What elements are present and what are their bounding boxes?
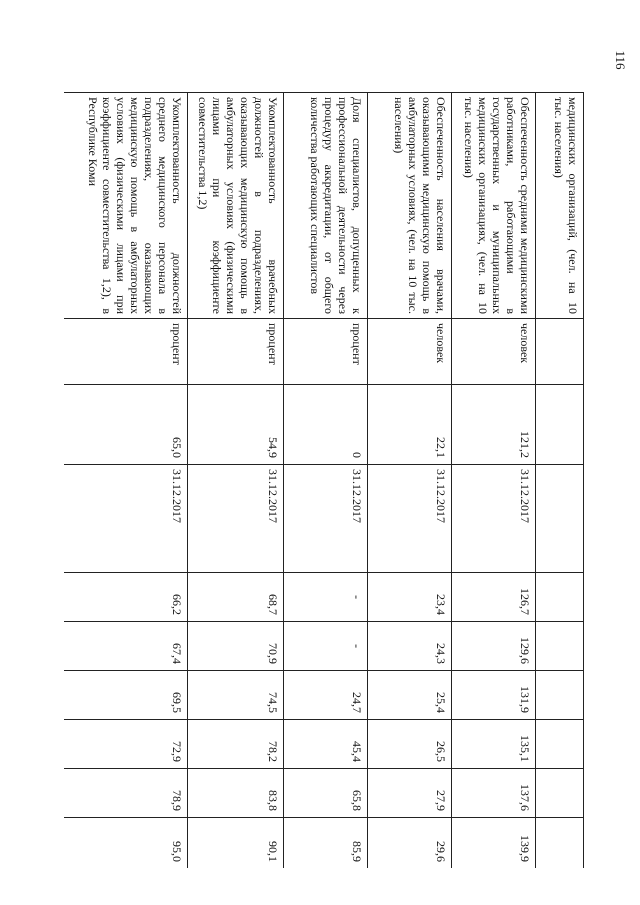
- indicator-cell: Укомплектованность врачебных должностей в подразделениях, оказывающих медицинскую помощь в амбулаторных условиях (физическими лицами при коэффициенте совместительства 1,2): [188, 93, 284, 319]
- year-value-cell: -: [284, 573, 368, 622]
- year-value-cell: 78,9: [64, 769, 188, 818]
- year-value-cell: 131,9: [452, 671, 536, 720]
- base-value-cell: 54,9: [188, 385, 284, 465]
- unit-cell: [536, 319, 584, 385]
- unit-cell: человек: [452, 319, 536, 385]
- indicator-cell: Укомплектованность должностей среднего медицинского персонала в подразделениях, оказывающих медицинскую помощь в амбулаторных условиях (физическими лицами при коэффициенте совместительства 1,2), в Республике Коми: [64, 93, 188, 319]
- year-value-cell: 72,9: [64, 720, 188, 769]
- year-value-cell: [536, 573, 584, 622]
- table-row: [284, 93, 368, 869]
- table-wrapper: [64, 92, 584, 868]
- year-value-cell: 66,2: [64, 573, 188, 622]
- indicator-cell: Обеспеченность населения врачами, оказывающими медицинскую помощь в амбулаторных условиях, (чел. на 10 тыс. населения): [368, 93, 452, 319]
- year-value-cell: 83,8: [188, 769, 284, 818]
- year-value-cell: 24,7: [284, 671, 368, 720]
- year-value-cell: -: [284, 622, 368, 671]
- unit-cell: человек: [368, 319, 452, 385]
- base-date-cell: 31.12.2017: [284, 465, 368, 573]
- year-value-cell: 95,0: [64, 818, 188, 869]
- year-value-cell: [536, 622, 584, 671]
- indicator-cell: Доля специалистов, допущенных к профессиональной деятельности через процедуру аккредитации, от общего количества работающих специалистов: [284, 93, 368, 319]
- base-date-cell: [536, 465, 584, 573]
- year-value-cell: 67,4: [64, 622, 188, 671]
- year-value-cell: 65,8: [284, 769, 368, 818]
- year-value-cell: 25,4: [368, 671, 452, 720]
- year-value-cell: 139,9: [452, 818, 536, 869]
- base-date-cell: 31.12.2017: [188, 465, 284, 573]
- base-value-cell: [536, 385, 584, 465]
- year-value-cell: 90,1: [188, 818, 284, 869]
- base-value-cell: 0: [284, 385, 368, 465]
- base-date-cell: 31.12.2017: [452, 465, 536, 573]
- unit-cell: процент: [188, 319, 284, 385]
- table-row: [64, 93, 188, 869]
- year-value-cell: [536, 720, 584, 769]
- indicator-cell: медицинских организаций, (чел. на 10 тыс. населения): [536, 93, 584, 319]
- year-value-cell: 68,7: [188, 573, 284, 622]
- year-value-cell: 74,5: [188, 671, 284, 720]
- year-value-cell: 126,7: [452, 573, 536, 622]
- unit-cell: процент: [284, 319, 368, 385]
- year-value-cell: [536, 671, 584, 720]
- table-row: [368, 93, 452, 869]
- year-value-cell: 135,1: [452, 720, 536, 769]
- year-value-cell: 24,3: [368, 622, 452, 671]
- base-value-cell: 65,0: [64, 385, 188, 465]
- year-value-cell: 23,4: [368, 573, 452, 622]
- year-value-cell: 129,6: [452, 622, 536, 671]
- page-number: 116: [613, 50, 628, 70]
- table-row: [452, 93, 536, 869]
- year-value-cell: 85,9: [284, 818, 368, 869]
- table-row: [188, 93, 284, 869]
- table-row: [536, 93, 584, 869]
- unit-cell: процент: [64, 319, 188, 385]
- indicators-table: [64, 92, 584, 868]
- year-value-cell: 78,2: [188, 720, 284, 769]
- year-value-cell: 69,5: [64, 671, 188, 720]
- rotated-table-area: [64, 92, 584, 868]
- year-value-cell: 70,9: [188, 622, 284, 671]
- base-date-cell: 31.12.2017: [64, 465, 188, 573]
- base-value-cell: 22,1: [368, 385, 452, 465]
- year-value-cell: [536, 769, 584, 818]
- year-value-cell: 26,5: [368, 720, 452, 769]
- year-value-cell: 45,4: [284, 720, 368, 769]
- indicator-cell: Обеспеченность средними медицинскими работниками, работающими в государственных и муниципальных медицинских организациях, (чел. на 10 тыс. населения): [452, 93, 536, 319]
- base-value-cell: 121,2: [452, 385, 536, 465]
- year-value-cell: 27,9: [368, 769, 452, 818]
- year-value-cell: 29,6: [368, 818, 452, 869]
- base-date-cell: 31.12.2017: [368, 465, 452, 573]
- year-value-cell: [536, 818, 584, 869]
- year-value-cell: 137,6: [452, 769, 536, 818]
